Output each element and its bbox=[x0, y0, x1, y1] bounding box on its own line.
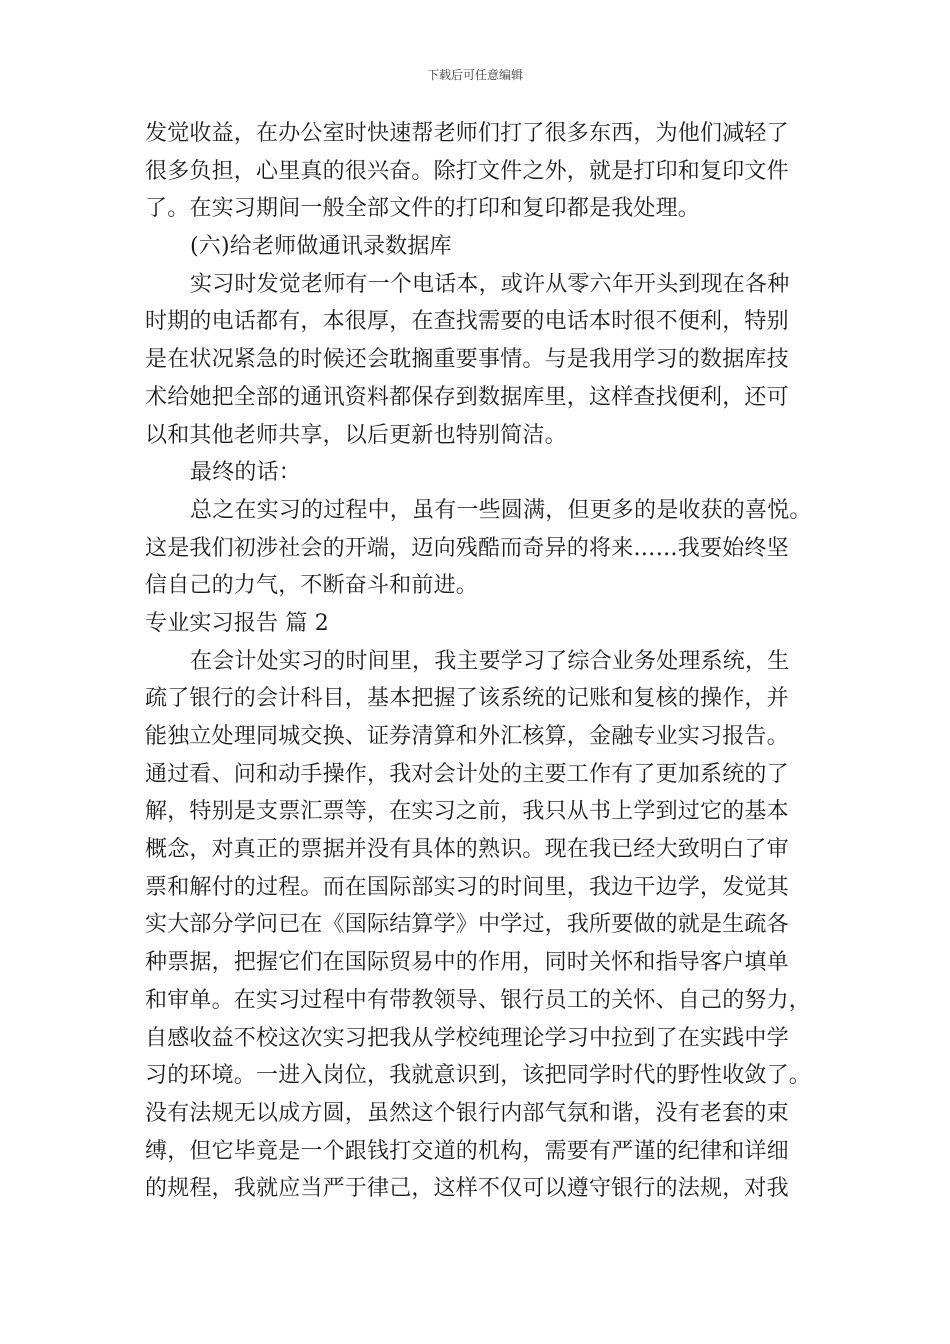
text-line: 最终的话： bbox=[190, 460, 302, 486]
text-line: 习的环境。一进入岗位，我就意识到，该把同学时代的野性收敛了。 bbox=[145, 1063, 812, 1089]
text-line: 了。在实习期间一般全部文件的打印和复印都是我处理。 bbox=[145, 196, 701, 222]
text-line: 实大部分学问已在《国际结算学》中学过，我所要做的就是生疏各 bbox=[145, 912, 789, 938]
text-line: 缚，但它毕竟是一个跟钱打交道的机构，需要有严谨的纪律和详细 bbox=[145, 1138, 789, 1164]
text-line: 在会计处实习的时间里，我主要学习了综合业务处理系统，生 bbox=[190, 648, 790, 674]
text-line: 信自己的力气，不断奋斗和前进。 bbox=[145, 573, 479, 599]
text-line: 很多负担，心里真的很兴奋。除打文件之外，就是打印和复印文件 bbox=[145, 158, 789, 184]
text-line: 以和其他老师共享，以后更新也特别简洁。 bbox=[145, 422, 567, 448]
text-line: 总之在实习的过程中，虽有一些圆满，但更多的是收获的喜悦。 bbox=[190, 497, 812, 523]
text-line: 票和解付的过程。而在国际部实习的时间里，我边干边学，发觉其 bbox=[145, 874, 789, 900]
text-line: 种票据，把握它们在国际贸易中的作用，同时关怀和指导客户填单 bbox=[145, 950, 789, 976]
text-line: 和审单。在实习过程中有带教领导、银行员工的关怀、自己的努力， bbox=[145, 987, 812, 1013]
text-line: 这是我们初涉社会的开端，迈向残酷而奇异的将来……我要始终坚 bbox=[145, 535, 789, 561]
text-line: 术给她把全部的通讯资料都保存到数据库里，这样查找便利，还可 bbox=[145, 384, 789, 410]
text-line: 没有法规无以成方圆，虽然这个银行内部气氛和谐，没有老套的束 bbox=[145, 1100, 789, 1126]
text-line: 疏了银行的会计科目，基本把握了该系统的记账和复核的操作，并 bbox=[145, 686, 789, 712]
text-line: 实习时发觉老师有一个电话本，或许从零六年开头到现在各种 bbox=[190, 271, 790, 297]
text-line: (六)给老师做通讯录数据库 bbox=[190, 234, 452, 260]
text-line: 时期的电话都有，本很厚，在查找需要的电话本时很不便利，特别 bbox=[145, 309, 789, 335]
text-line: 的规程，我就应当严于律己，这样不仅可以遵守银行的法规，对我 bbox=[145, 1176, 789, 1202]
text-line: 是在状况紧急的时候还会耽搁重要事情。与是我用学习的数据库技 bbox=[145, 347, 789, 373]
text-line: 通过看、问和动手操作，我对会计处的主要工作有了更加系统的了 bbox=[145, 761, 789, 787]
text-line: 解，特别是支票汇票等，在实习之前，我只从书上学到过它的基本 bbox=[145, 799, 789, 825]
text-line: 能独立处理同城交换、证券清算和外汇核算，金融专业实习报告。 bbox=[145, 724, 789, 749]
text-line: 自感收益不校这次实习把我从学校纯理论学习中拉到了在实践中学 bbox=[145, 1025, 789, 1051]
text-line: 发觉收益，在办公室时快速帮老师们打了很多东西，为他们减轻了 bbox=[145, 121, 789, 146]
document-body bbox=[145, 115, 825, 1208]
text-line: 概念，对真正的票据并没有具体的熟识。现在我已经大致明白了审 bbox=[145, 837, 789, 863]
page-header: 下载后可任意编辑 bbox=[426, 68, 523, 82]
text-line: 专业实习报告 篇 2 bbox=[145, 610, 329, 636]
